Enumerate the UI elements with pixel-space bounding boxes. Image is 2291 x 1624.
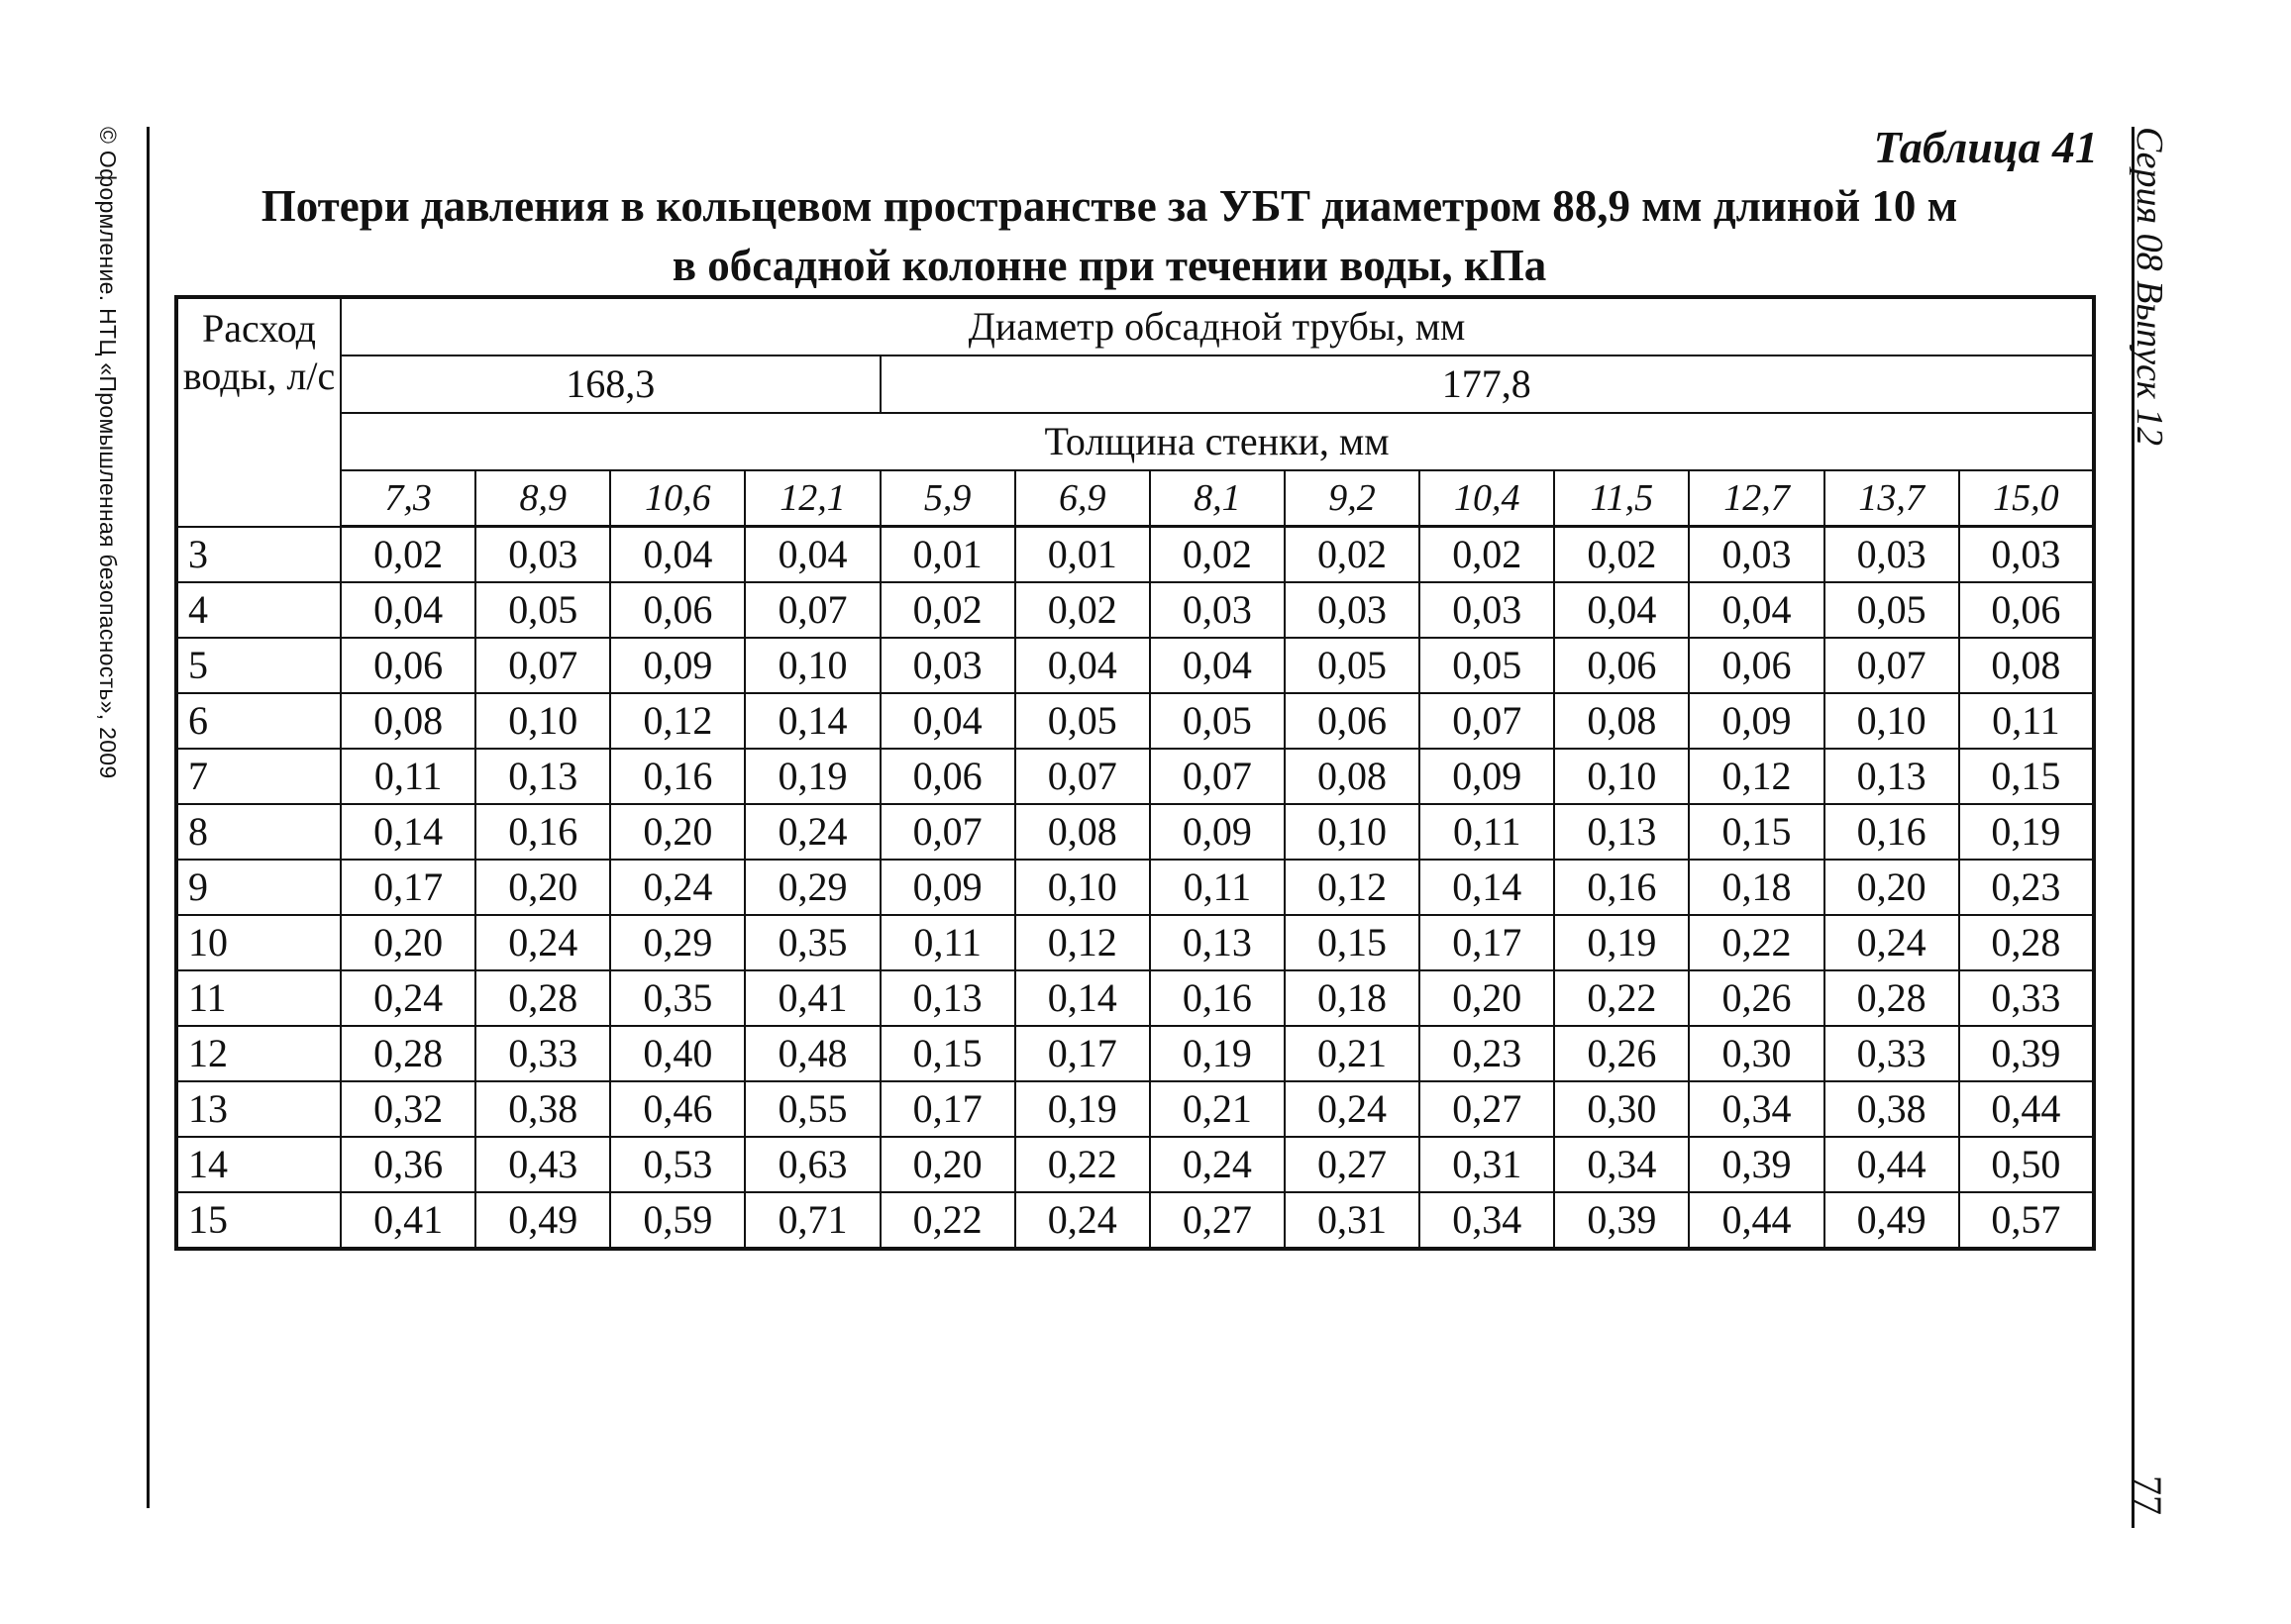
- table-title-line-2: в обсадной колонне при течении воды, кПа: [672, 241, 1547, 290]
- pressure-loss-cell: 0,04: [1689, 582, 1823, 638]
- pressure-loss-cell: 0,11: [341, 749, 475, 804]
- pressure-loss-cell: 0,10: [1554, 749, 1689, 804]
- table-row: [176, 638, 2094, 693]
- pressure-loss-cell: 0,05: [1419, 638, 1554, 693]
- flow-rate-cell: 9: [176, 860, 341, 915]
- pressure-loss-cell: 0,33: [475, 1026, 610, 1081]
- pressure-loss-cell: 0,24: [1150, 1137, 1285, 1192]
- pressure-loss-cell: 0,44: [1689, 1192, 1823, 1249]
- pressure-loss-cell: 0,24: [610, 860, 745, 915]
- series-text: Серия 08 Выпуск 12: [2129, 127, 2170, 447]
- pressure-loss-cell: 0,26: [1689, 970, 1823, 1026]
- pressure-loss-cell: 0,10: [745, 638, 880, 693]
- copyright-text: © Оформление. НТЦ «Промышленная безопасность», 2009: [95, 127, 121, 779]
- pressure-loss-cell: 0,20: [881, 1137, 1015, 1192]
- pressure-loss-cell: 0,50: [1959, 1137, 2094, 1192]
- pressure-loss-cell: 0,05: [1015, 693, 1150, 749]
- pressure-loss-cell: 0,04: [1554, 582, 1689, 638]
- pressure-loss-cell: 0,22: [1554, 970, 1689, 1026]
- pressure-loss-cell: 0,07: [1150, 749, 1285, 804]
- pressure-loss-cell: 0,20: [475, 860, 610, 915]
- diameter-header: Диаметр обсадной трубы, мм: [341, 297, 2094, 355]
- pressure-loss-cell: 0,15: [1959, 749, 2094, 804]
- flow-rate-cell: 11: [176, 970, 341, 1026]
- header-row-diameter: [176, 297, 2094, 355]
- pressure-loss-cell: 0,10: [1824, 693, 1959, 749]
- pressure-loss-cell: 0,11: [881, 915, 1015, 970]
- pressure-loss-cell: 0,38: [475, 1081, 610, 1137]
- pressure-loss-cell: 0,07: [1015, 749, 1150, 804]
- pressure-loss-cell: 0,13: [1150, 915, 1285, 970]
- pressure-loss-cell: 0,22: [1015, 1137, 1150, 1192]
- pressure-loss-cell: 0,09: [1419, 749, 1554, 804]
- flow-rate-header: Расход воды, л/с: [176, 297, 341, 527]
- left-margin-rule: [147, 127, 150, 1508]
- pressure-loss-cell: 0,07: [745, 582, 880, 638]
- pressure-loss-cell: 0,12: [1285, 860, 1419, 915]
- pressure-loss-cell: 0,49: [475, 1192, 610, 1249]
- pressure-loss-cell: 0,16: [1554, 860, 1689, 915]
- pressure-loss-cell: 0,08: [1285, 749, 1419, 804]
- pressure-loss-cell: 0,19: [745, 749, 880, 804]
- pressure-loss-cell: 0,57: [1959, 1192, 2094, 1249]
- pressure-loss-cell: 0,17: [1419, 915, 1554, 970]
- pressure-loss-cell: 0,16: [610, 749, 745, 804]
- flow-rate-cell: 3: [176, 527, 341, 583]
- pressure-loss-cell: 0,34: [1689, 1081, 1823, 1137]
- pressure-loss-cell: 0,11: [1419, 804, 1554, 860]
- pressure-loss-cell: 0,06: [610, 582, 745, 638]
- pressure-loss-cell: 0,24: [1285, 1081, 1419, 1137]
- pressure-loss-cell: 0,27: [1150, 1192, 1285, 1249]
- pressure-loss-cell: 0,35: [745, 915, 880, 970]
- table-row: [176, 915, 2094, 970]
- pressure-loss-cell: 0,40: [610, 1026, 745, 1081]
- pressure-loss-cell: 0,11: [1150, 860, 1285, 915]
- thickness-value-header: 9,2: [1285, 470, 1419, 527]
- pressure-loss-cell: 0,19: [1015, 1081, 1150, 1137]
- pressure-loss-cell: 0,16: [1150, 970, 1285, 1026]
- pressure-loss-cell: 0,26: [1554, 1026, 1689, 1081]
- table-row: [176, 1081, 2094, 1137]
- pressure-loss-cell: 0,02: [1419, 527, 1554, 583]
- pressure-loss-cell: 0,23: [1959, 860, 2094, 915]
- pressure-loss-cell: 0,03: [1959, 527, 2094, 583]
- pressure-loss-cell: 0,53: [610, 1137, 745, 1192]
- pressure-loss-cell: 0,01: [1015, 527, 1150, 583]
- table-row: [176, 804, 2094, 860]
- pressure-loss-cell: 0,28: [1959, 915, 2094, 970]
- table-title-line-1: Потери давления в кольцевом пространстве за УБТ диаметром 88,9 мм длиной 10 м: [260, 181, 1958, 231]
- pressure-loss-cell: 0,15: [1285, 915, 1419, 970]
- thickness-value-header: 6,9: [1015, 470, 1150, 527]
- pressure-loss-cell: 0,08: [1554, 693, 1689, 749]
- pressure-loss-cell: 0,63: [745, 1137, 880, 1192]
- table-row: [176, 1192, 2094, 1249]
- pressure-loss-cell: 0,12: [1015, 915, 1150, 970]
- pressure-loss-cell: 0,02: [1285, 527, 1419, 583]
- pressure-loss-cell: 0,19: [1959, 804, 2094, 860]
- thickness-value-header: 8,1: [1150, 470, 1285, 527]
- pressure-loss-cell: 0,29: [610, 915, 745, 970]
- pressure-loss-cell: 0,31: [1419, 1137, 1554, 1192]
- pressure-loss-cell: 0,03: [1419, 582, 1554, 638]
- pressure-loss-cell: 0,07: [475, 638, 610, 693]
- pressure-loss-cell: 0,08: [1015, 804, 1150, 860]
- pressure-loss-cell: 0,34: [1554, 1137, 1689, 1192]
- pressure-loss-cell: 0,02: [1554, 527, 1689, 583]
- pressure-loss-cell: 0,39: [1689, 1137, 1823, 1192]
- thickness-value-header: 15,0: [1959, 470, 2094, 527]
- pressure-loss-cell: 0,43: [475, 1137, 610, 1192]
- thickness-value-header: 12,7: [1689, 470, 1823, 527]
- pressure-loss-cell: 0,24: [1015, 1192, 1150, 1249]
- pressure-loss-cell: 0,17: [881, 1081, 1015, 1137]
- pressure-loss-cell: 0,46: [610, 1081, 745, 1137]
- pressure-loss-cell: 0,30: [1554, 1081, 1689, 1137]
- thickness-value-header: 12,1: [745, 470, 880, 527]
- pressure-loss-cell: 0,01: [881, 527, 1015, 583]
- page-number-text: 77: [2126, 1475, 2170, 1515]
- pressure-loss-cell: 0,13: [881, 970, 1015, 1026]
- pressure-loss-cell: 0,07: [1824, 638, 1959, 693]
- pressure-loss-cell: 0,24: [1824, 915, 1959, 970]
- pressure-loss-cell: 0,24: [341, 970, 475, 1026]
- pressure-loss-cell: 0,27: [1285, 1137, 1419, 1192]
- pressure-loss-cell: 0,20: [1824, 860, 1959, 915]
- pressure-loss-cell: 0,06: [1554, 638, 1689, 693]
- pressure-loss-cell: 0,05: [1285, 638, 1419, 693]
- pressure-loss-cell: 0,05: [475, 582, 610, 638]
- thickness-header: Толщина стенки, мм: [341, 413, 2094, 470]
- pressure-loss-cell: 0,13: [1824, 749, 1959, 804]
- pressure-loss-cell: 0,44: [1824, 1137, 1959, 1192]
- table-row: [176, 860, 2094, 915]
- pressure-loss-cell: 0,38: [1824, 1081, 1959, 1137]
- pressure-loss-cell: 0,08: [1959, 638, 2094, 693]
- pressure-loss-cell: 0,44: [1959, 1081, 2094, 1137]
- table-row: [176, 582, 2094, 638]
- pressure-loss-cell: 0,09: [1150, 804, 1285, 860]
- table-row: [176, 527, 2094, 583]
- pressure-loss-cell: 0,71: [745, 1192, 880, 1249]
- thickness-value-header: 7,3: [341, 470, 475, 527]
- table-row: [176, 693, 2094, 749]
- thickness-value-header: 8,9: [475, 470, 610, 527]
- pressure-loss-cell: 0,33: [1959, 970, 2094, 1026]
- pressure-loss-cell: 0,06: [1959, 582, 2094, 638]
- thickness-value-header: 13,7: [1824, 470, 1959, 527]
- pressure-loss-cell: 0,02: [341, 527, 475, 583]
- flow-rate-cell: 6: [176, 693, 341, 749]
- pressure-loss-cell: 0,28: [475, 970, 610, 1026]
- pressure-loss-cell: 0,28: [1824, 970, 1959, 1026]
- flow-rate-cell: 14: [176, 1137, 341, 1192]
- pressure-loss-cell: 0,09: [610, 638, 745, 693]
- header-row-thickness: [176, 413, 2094, 470]
- header-row-diameter-values: [176, 355, 2094, 413]
- pressure-loss-cell: 0,19: [1554, 915, 1689, 970]
- pressure-loss-cell: 0,06: [881, 749, 1015, 804]
- pressure-loss-cell: 0,49: [1824, 1192, 1959, 1249]
- table-row: [176, 749, 2094, 804]
- pressure-loss-cell: 0,04: [610, 527, 745, 583]
- pressure-loss-cell: 0,07: [881, 804, 1015, 860]
- pressure-loss-cell: 0,55: [745, 1081, 880, 1137]
- pressure-loss-cell: 0,18: [1285, 970, 1419, 1026]
- flow-rate-cell: 5: [176, 638, 341, 693]
- pressure-loss-cell: 0,21: [1285, 1026, 1419, 1081]
- flow-rate-cell: 13: [176, 1081, 341, 1137]
- pressure-loss-cell: 0,59: [610, 1192, 745, 1249]
- pressure-loss-cell: 0,04: [1150, 638, 1285, 693]
- pressure-loss-cell: 0,15: [881, 1026, 1015, 1081]
- pressure-loss-cell: 0,02: [1015, 582, 1150, 638]
- pressure-loss-cell: 0,05: [1824, 582, 1959, 638]
- pressure-loss-cell: 0,20: [341, 915, 475, 970]
- pressure-loss-cell: 0,36: [341, 1137, 475, 1192]
- pressure-loss-cell: 0,14: [341, 804, 475, 860]
- pressure-loss-cell: 0,29: [745, 860, 880, 915]
- pressure-loss-cell: 0,34: [1419, 1192, 1554, 1249]
- pressure-loss-cell: 0,14: [1015, 970, 1150, 1026]
- pressure-loss-cell: 0,10: [1285, 804, 1419, 860]
- pressure-loss-cell: 0,06: [1285, 693, 1419, 749]
- pressure-loss-cell: 0,10: [475, 693, 610, 749]
- header-row-thickness-values: [176, 470, 2094, 527]
- pressure-loss-cell: 0,04: [341, 582, 475, 638]
- pressure-loss-cell: 0,06: [341, 638, 475, 693]
- pressure-loss-cell: 0,28: [341, 1026, 475, 1081]
- pressure-loss-cell: 0,17: [1015, 1026, 1150, 1081]
- flow-rate-cell: 15: [176, 1192, 341, 1249]
- table-label: Таблица 41: [1873, 122, 2098, 172]
- table-row: [176, 1137, 2094, 1192]
- pressure-loss-cell: 0,16: [475, 804, 610, 860]
- pressure-loss-cell: 0,41: [341, 1192, 475, 1249]
- pressure-loss-cell: 0,03: [1285, 582, 1419, 638]
- pressure-loss-cell: 0,16: [1824, 804, 1959, 860]
- pressure-loss-cell: 0,23: [1419, 1026, 1554, 1081]
- pressure-loss-cell: 0,12: [1689, 749, 1823, 804]
- pressure-loss-cell: 0,24: [745, 804, 880, 860]
- table-row: [176, 970, 2094, 1026]
- pressure-loss-cell: 0,48: [745, 1026, 880, 1081]
- pressure-loss-cell: 0,03: [1689, 527, 1823, 583]
- pressure-loss-cell: 0,13: [1554, 804, 1689, 860]
- pressure-loss-cell: 0,07: [1419, 693, 1554, 749]
- pressure-loss-cell: 0,13: [475, 749, 610, 804]
- pressure-loss-cell: 0,06: [1689, 638, 1823, 693]
- pressure-loss-cell: 0,22: [881, 1192, 1015, 1249]
- thickness-value-header: 10,4: [1419, 470, 1554, 527]
- diameter-168-header: 168,3: [341, 355, 881, 413]
- diameter-177-header: 177,8: [881, 355, 2094, 413]
- pressure-loss-cell: 0,32: [341, 1081, 475, 1137]
- pressure-loss-cell: 0,10: [1015, 860, 1150, 915]
- pressure-loss-cell: 0,04: [1015, 638, 1150, 693]
- pressure-loss-cell: 0,39: [1554, 1192, 1689, 1249]
- pressure-loss-cell: 0,03: [1824, 527, 1959, 583]
- pressure-loss-cell: 0,09: [881, 860, 1015, 915]
- pressure-loss-cell: 0,08: [341, 693, 475, 749]
- pressure-loss-cell: 0,24: [475, 915, 610, 970]
- pressure-loss-cell: 0,09: [1689, 693, 1823, 749]
- pressure-loss-cell: 0,41: [745, 970, 880, 1026]
- pressure-loss-cell: 0,18: [1689, 860, 1823, 915]
- pressure-loss-cell: 0,15: [1689, 804, 1823, 860]
- pressure-loss-cell: 0,20: [1419, 970, 1554, 1026]
- pressure-loss-cell: 0,39: [1959, 1026, 2094, 1081]
- pressure-loss-cell: 0,04: [881, 693, 1015, 749]
- pressure-loss-cell: 0,03: [475, 527, 610, 583]
- thickness-value-header: 11,5: [1554, 470, 1689, 527]
- pressure-loss-cell: 0,03: [881, 638, 1015, 693]
- pressure-loss-cell: 0,22: [1689, 915, 1823, 970]
- thickness-value-header: 10,6: [610, 470, 745, 527]
- thickness-value-header: 5,9: [881, 470, 1015, 527]
- pressure-loss-cell: 0,20: [610, 804, 745, 860]
- flow-rate-cell: 10: [176, 915, 341, 970]
- pressure-loss-cell: 0,03: [1150, 582, 1285, 638]
- pressure-loss-cell: 0,14: [745, 693, 880, 749]
- pressure-loss-cell: 0,27: [1419, 1081, 1554, 1137]
- pressure-loss-cell: 0,05: [1150, 693, 1285, 749]
- pressure-loss-cell: 0,04: [745, 527, 880, 583]
- pressure-loss-cell: 0,21: [1150, 1081, 1285, 1137]
- flow-rate-cell: 8: [176, 804, 341, 860]
- pressure-loss-cell: 0,30: [1689, 1026, 1823, 1081]
- pressure-loss-cell: 0,02: [881, 582, 1015, 638]
- pressure-loss-cell: 0,11: [1959, 693, 2094, 749]
- pressure-loss-table: [174, 295, 2096, 1251]
- flow-rate-cell: 7: [176, 749, 341, 804]
- pressure-loss-cell: 0,35: [610, 970, 745, 1026]
- pressure-loss-cell: 0,12: [610, 693, 745, 749]
- pressure-loss-cell: 0,33: [1824, 1026, 1959, 1081]
- flow-rate-cell: 4: [176, 582, 341, 638]
- pressure-loss-cell: 0,14: [1419, 860, 1554, 915]
- pressure-loss-cell: 0,02: [1150, 527, 1285, 583]
- pressure-loss-cell: 0,19: [1150, 1026, 1285, 1081]
- table-row: [176, 1026, 2094, 1081]
- flow-rate-cell: 12: [176, 1026, 341, 1081]
- pressure-loss-cell: 0,31: [1285, 1192, 1419, 1249]
- pressure-loss-cell: 0,17: [341, 860, 475, 915]
